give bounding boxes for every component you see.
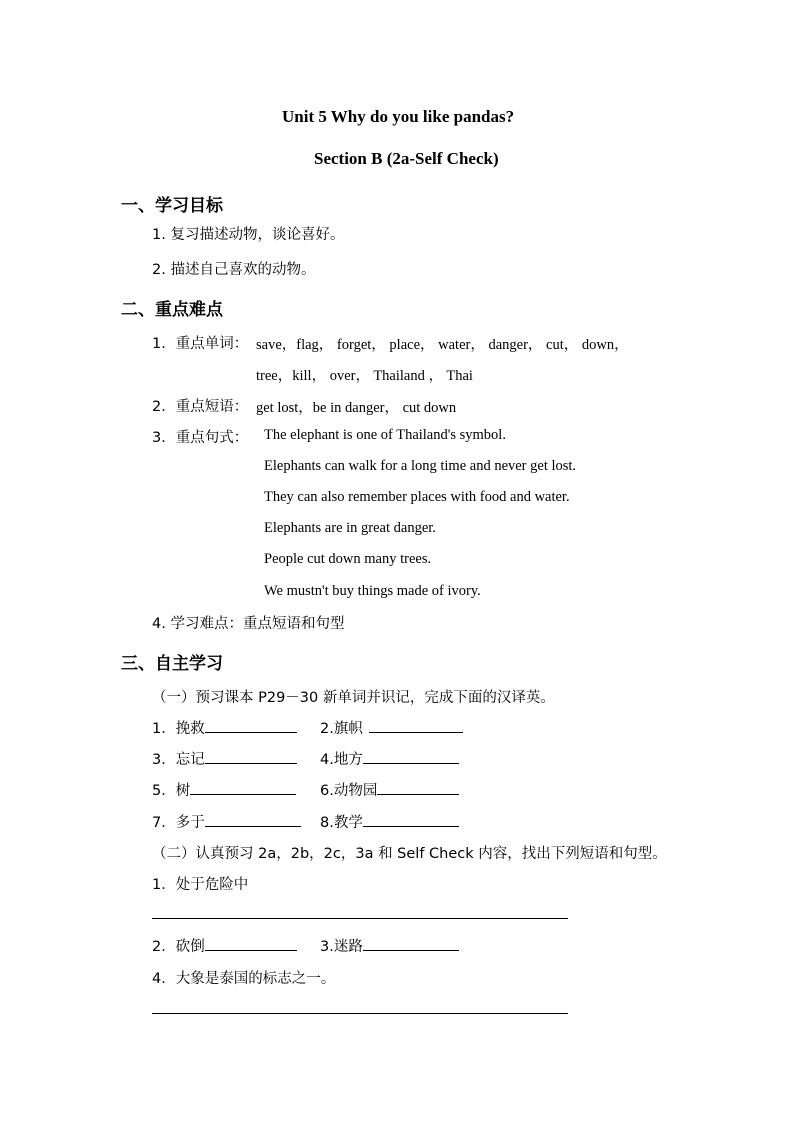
key-words-line: tree，kill， over， Thailand ， Thai: [256, 368, 473, 384]
answer-line[interactable]: [152, 918, 568, 919]
question-item: 3.迷路: [320, 935, 459, 956]
answer-blank[interactable]: [369, 718, 463, 733]
page-subtitle: Section B (2a-Self Check): [314, 149, 499, 168]
key-sentence: The elephant is one of Thailand's symbol.: [264, 427, 506, 443]
answer-blank[interactable]: [205, 936, 297, 951]
key-sentence: They can also remember places with food and water.: [264, 489, 570, 505]
key-phrases: get lost，be in danger， cut down: [256, 400, 457, 416]
question-item: 1．处于危险中: [152, 877, 249, 893]
key-words-label: 1．重点单词：: [152, 336, 249, 352]
answer-blank[interactable]: [205, 749, 297, 764]
vocab-item: 2.旗帜: [320, 717, 463, 738]
vocab-item: 4.地方: [320, 748, 459, 769]
key-sentence: Elephants can walk for a long time and never get lost.: [264, 458, 577, 474]
section-heading-key-points: 二、重点难点: [121, 300, 223, 320]
part-one-instruction: （一）预习课本 P29－30 新单词并识记，完成下面的汉译英。: [152, 690, 555, 706]
question-item: 2．砍倒: [152, 935, 297, 956]
vocab-item: 1．挽救: [152, 717, 297, 738]
vocab-item: 6.动物园: [320, 779, 459, 800]
answer-blank[interactable]: [363, 812, 459, 827]
page-title: Unit 5 Why do you like pandas?: [282, 107, 515, 126]
key-sentences-label: 3．重点句式：: [152, 430, 249, 446]
answer-blank[interactable]: [190, 780, 296, 795]
objective-item: 1. 复习描述动物，谈论喜好。: [152, 227, 345, 243]
key-sentence: Elephants are in great danger.: [264, 520, 436, 536]
vocab-item: 3．忘记: [152, 748, 297, 769]
vocab-item: 5．树: [152, 779, 296, 800]
answer-blank[interactable]: [205, 812, 301, 827]
key-sentence: We mustn't buy things made of ivory.: [264, 583, 481, 599]
answer-blank[interactable]: [377, 780, 459, 795]
section-heading-objectives: 一、学习目标: [121, 196, 223, 216]
objective-item: 2. 描述自己喜欢的动物。: [152, 262, 316, 278]
question-item: 4．大象是泰国的标志之一。: [152, 971, 336, 987]
answer-line[interactable]: [152, 1013, 568, 1014]
key-phrases-label: 2．重点短语：: [152, 399, 249, 415]
answer-blank[interactable]: [363, 749, 459, 764]
key-sentence: People cut down many trees.: [264, 551, 432, 567]
key-words-line: save，flag， forget， place， water， danger， cut， down，: [256, 337, 629, 353]
difficulty-item: 4. 学习难点：重点短语和句型: [152, 616, 345, 632]
vocab-item: 8.教学: [320, 811, 459, 832]
vocab-item: 7．多于: [152, 811, 301, 832]
answer-blank[interactable]: [363, 936, 459, 951]
section-heading-self-study: 三、自主学习: [121, 654, 223, 674]
answer-blank[interactable]: [205, 718, 297, 733]
part-two-instruction: （二）认真预习 2a，2b，2c，3a 和 Self Check 内容，找出下列短语和句型。: [152, 846, 667, 862]
